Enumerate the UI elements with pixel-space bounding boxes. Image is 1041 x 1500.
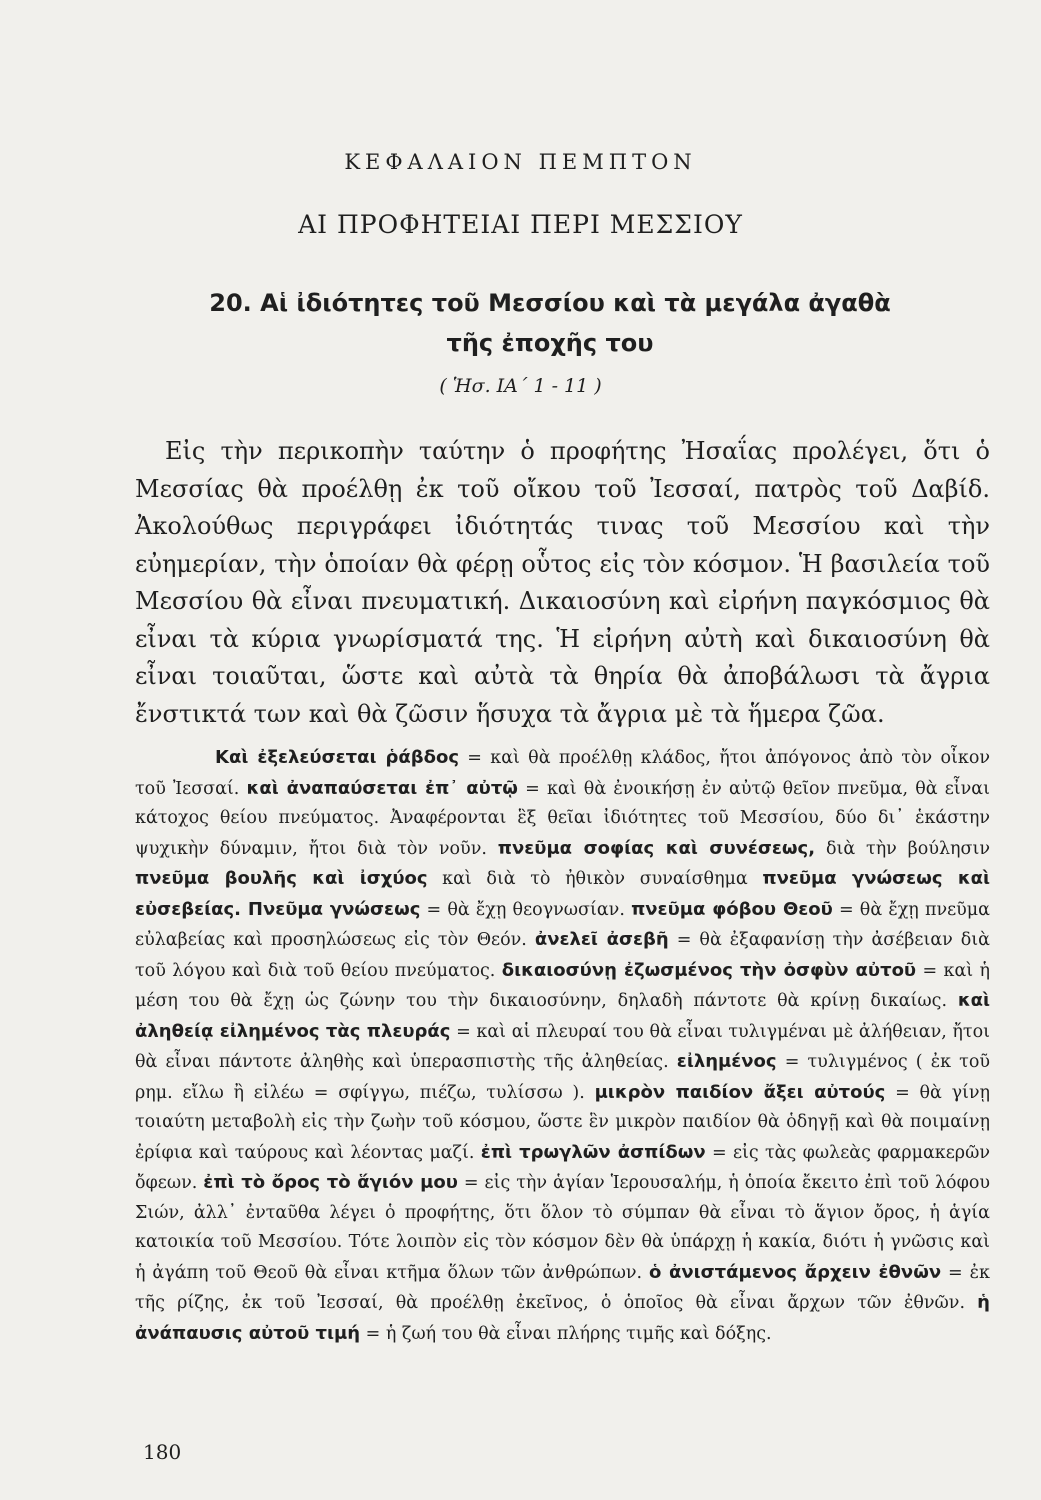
scripture-reference: ( Ἡσ. ΙΑ΄ 1 - 11 )	[439, 375, 602, 397]
commentary-gloss: = θὰ ἔχῃ πνεῦμα εὐλαβείας καὶ προσηλώσεως εἰς τὸν Θεόν.	[135, 899, 990, 950]
commentary-term: πνεῦμα βουλῆς καὶ ἰσχύος	[135, 868, 428, 889]
commentary-gloss: = ἡ ζωή του θὰ εἶναι πλήρης τιμῆς καὶ δόξης.	[360, 1323, 772, 1344]
commentary-gloss: = ἐκ τῆς ρίζης, ἐκ τοῦ Ἰεσσαί, θὰ προέλθῃ ἐκεῖνος, ὁ ὁποῖος θὰ εἶναι ἄρχων τῶν ἐθνῶν.	[135, 1262, 990, 1313]
commentary-gloss: = θὰ γίνῃ τοιαύτη μεταβολὴ εἰς τὴν ζωὴν τοῦ κόσμου, ὥστε ἓν μικρὸν παιδίον θὰ ὁδηγῇ καὶ θὰ ποιμαίνῃ ἐρίφια καὶ ταύρους καὶ λέοντας μαζί.	[135, 1082, 991, 1163]
commentary-paragraph	[135, 743, 990, 1349]
commentary-gloss: = καὶ θὰ προέλθῃ κλάδος, ἤτοι ἀπόγονος ἀπὸ τὸν οἶκον τοῦ Ἰεσσαί.	[135, 748, 991, 799]
section-heading	[150, 283, 950, 363]
commentary-term: καὶ ἀναπαύσεται ἐπ᾿ αὐτῷ	[246, 777, 518, 799]
section-title: ΑΙ ΠΡΟΦΗΤΕΙΑΙ ΠΕΡΙ ΜΕΣΣΙΟΥ	[298, 210, 743, 239]
chapter-title: ΚΕΦΑΛΑΙΟΝ ΠΕΜΠΤΟΝ	[344, 150, 697, 174]
commentary-gloss: = καὶ αἱ πλευραί του θὰ εἶναι τυλιγμέναι μὲ ἀλήθειαν, ἤτοι θὰ εἶναι πάντοτε ἀληθὴς καὶ ὑπερασπιστὴς τῆς ἀληθείας.	[135, 1021, 990, 1072]
commentary-term: Καὶ ἐξελεύσεται ῥάβδος	[215, 747, 460, 768]
commentary-term: ἀνελεῖ ἀσεβῆ	[534, 929, 669, 950]
commentary-gloss: = εἰς τὰς φωλεὰς φαρμακερῶν ὄφεων.	[135, 1142, 990, 1193]
intro-paragraph-block	[135, 433, 990, 733]
commentary-term: εἰλημένος	[676, 1051, 777, 1072]
commentary-term: ἐπὶ τρωγλῶν ἀσπίδων	[480, 1141, 706, 1163]
commentary-term: ὁ ἀνιστάμενος ἄρχειν ἐθνῶν	[649, 1261, 942, 1283]
commentary-gloss: = καὶ ἡ μέση του θὰ ἔχῃ ὡς ζώνην του τὴν δικαιοσύνην, δηλαδὴ πάντοτε θὰ κρίνῃ δικαίως.	[135, 960, 991, 1011]
commentary-term: δικαιοσύνῃ ἐζωσμένος τὴν ὀσφὺν αὐτοῦ	[501, 959, 917, 981]
commentary-term: πνεῦμα γνώσεως καὶ εὐσεβείας. Πνεῦμα γνώσεως	[135, 868, 990, 920]
commentary-term: μικρὸν παιδίον ἄξει αὐτούς	[594, 1081, 886, 1103]
commentary-gloss: = θὰ ἔχῃ θεογνωσίαν.	[420, 899, 632, 920]
commentary-term: πνεῦμα σοφίας καὶ συνέσεως,	[497, 837, 816, 859]
heading-number: 20.	[209, 289, 252, 317]
commentary-gloss: = καὶ θὰ ἐνοικήσῃ ἐν αὐτῷ θεῖον πνεῦμα, θὰ εἶναι κάτοχος θείου πνεύματος. Ἀναφέρονται ἓξ θεῖαι ἰδιότητες τοῦ Μεσσίου, δύο δι᾿ ἑκάστην ψυχικὴν δύναμιν, ἤτοι διὰ τὸν νοῦν.	[135, 778, 990, 859]
commentary-block	[135, 743, 990, 1349]
commentary-gloss: = θὰ ἐξαφανίσῃ τὴν ἀσέβειαν διὰ τοῦ λόγου καὶ διὰ τοῦ θείου πνεύματος.	[135, 930, 990, 981]
commentary-gloss: διὰ τὴν βούλησιν	[815, 838, 990, 859]
commentary-term: πνεῦμα φόβου Θεοῦ	[631, 898, 833, 920]
commentary-gloss: καὶ διὰ τὸ ἠθικὸν συναίσθημα	[427, 869, 763, 889]
page-number: 180	[143, 1440, 182, 1464]
heading-line1: Αἱ ἰδιότητες τοῦ Μεσσίου καὶ τὰ μεγάλα ἀγαθὰ	[260, 289, 891, 317]
intro-paragraph: Εἰς τὴν περικοπὴν ταύτην ὁ προφήτης Ἠσαΐας προλέγει, ὅτι ὁ Μεσσίας θὰ προέλθῃ ἐκ τοῦ οἴκου τοῦ Ἰεσσαί, πατρὸς τοῦ Δαβίδ. Ἀκολούθως περιγράφει ἰδιότητάς τινας τοῦ Μεσσίου καὶ τὴν εὐημερίαν, τὴν ὁποίαν θὰ φέρῃ οὗτος εἰς τὸν κόσμον. Ἡ βασιλεία τοῦ Μεσσίου θὰ εἶναι πνευματική. Δικαιοσύνη καὶ εἰρήνη παγκόσμιος θὰ εἶναι τὰ κύρια γνωρίσματά της. Ἡ εἰρήνη αὐτὴ καὶ δικαιοσύνη θὰ εἶναι τοιαῦται, ὥστε καὶ αὐτὰ τὰ θηρία θὰ ἀποβάλωσι τὰ ἄγρια ἔνστικτά των καὶ θὰ ζῶσιν ἥσυχα τὰ ἄγρια μὲ τὰ ἥμερα ζῶα.	[135, 437, 990, 728]
commentary-term: ἐπὶ τὸ ὄρος τὸ ἅγιόν μου	[203, 1172, 458, 1193]
commentary-term: ἡ ἀνάπαυσις αὐτοῦ τιμή	[135, 1292, 990, 1344]
commentary-term: καὶ ἀληθείᾳ εἰλημένος τὰς πλευράς	[135, 990, 990, 1042]
commentary-gloss: = εἰς τὴν ἁγίαν Ἱερουσαλήμ, ἡ ὁποία ἔκειτο ἐπὶ τοῦ λόφου Σιών, ἀλλ᾿ ἐνταῦθα λέγει ὁ προφήτης, ὅτι ὅλον τὸ σύμπαν θὰ εἶναι τὸ ἅγιον ὄρος, ἡ ἁγία κατοικία τοῦ Μεσσίου. Τότε λοιπὸν εἰς τὸν κόσμον δὲν θὰ ὑπάρχῃ ἡ κακία, διότι ἡ γνῶσις καὶ ἡ ἀγάπη τοῦ Θεοῦ θὰ εἶναι κτῆμα ὅλων τῶν ἀνθρώπων.	[135, 1173, 991, 1283]
heading-line2: τῆς ἐποχῆς του	[446, 329, 654, 357]
commentary-gloss: = τυλιγμένος ( ἐκ τοῦ ρημ. εἴλω ἢ εἰλέω = σφίγγω, πιέζω, τυλίσσω ).	[135, 1052, 990, 1103]
